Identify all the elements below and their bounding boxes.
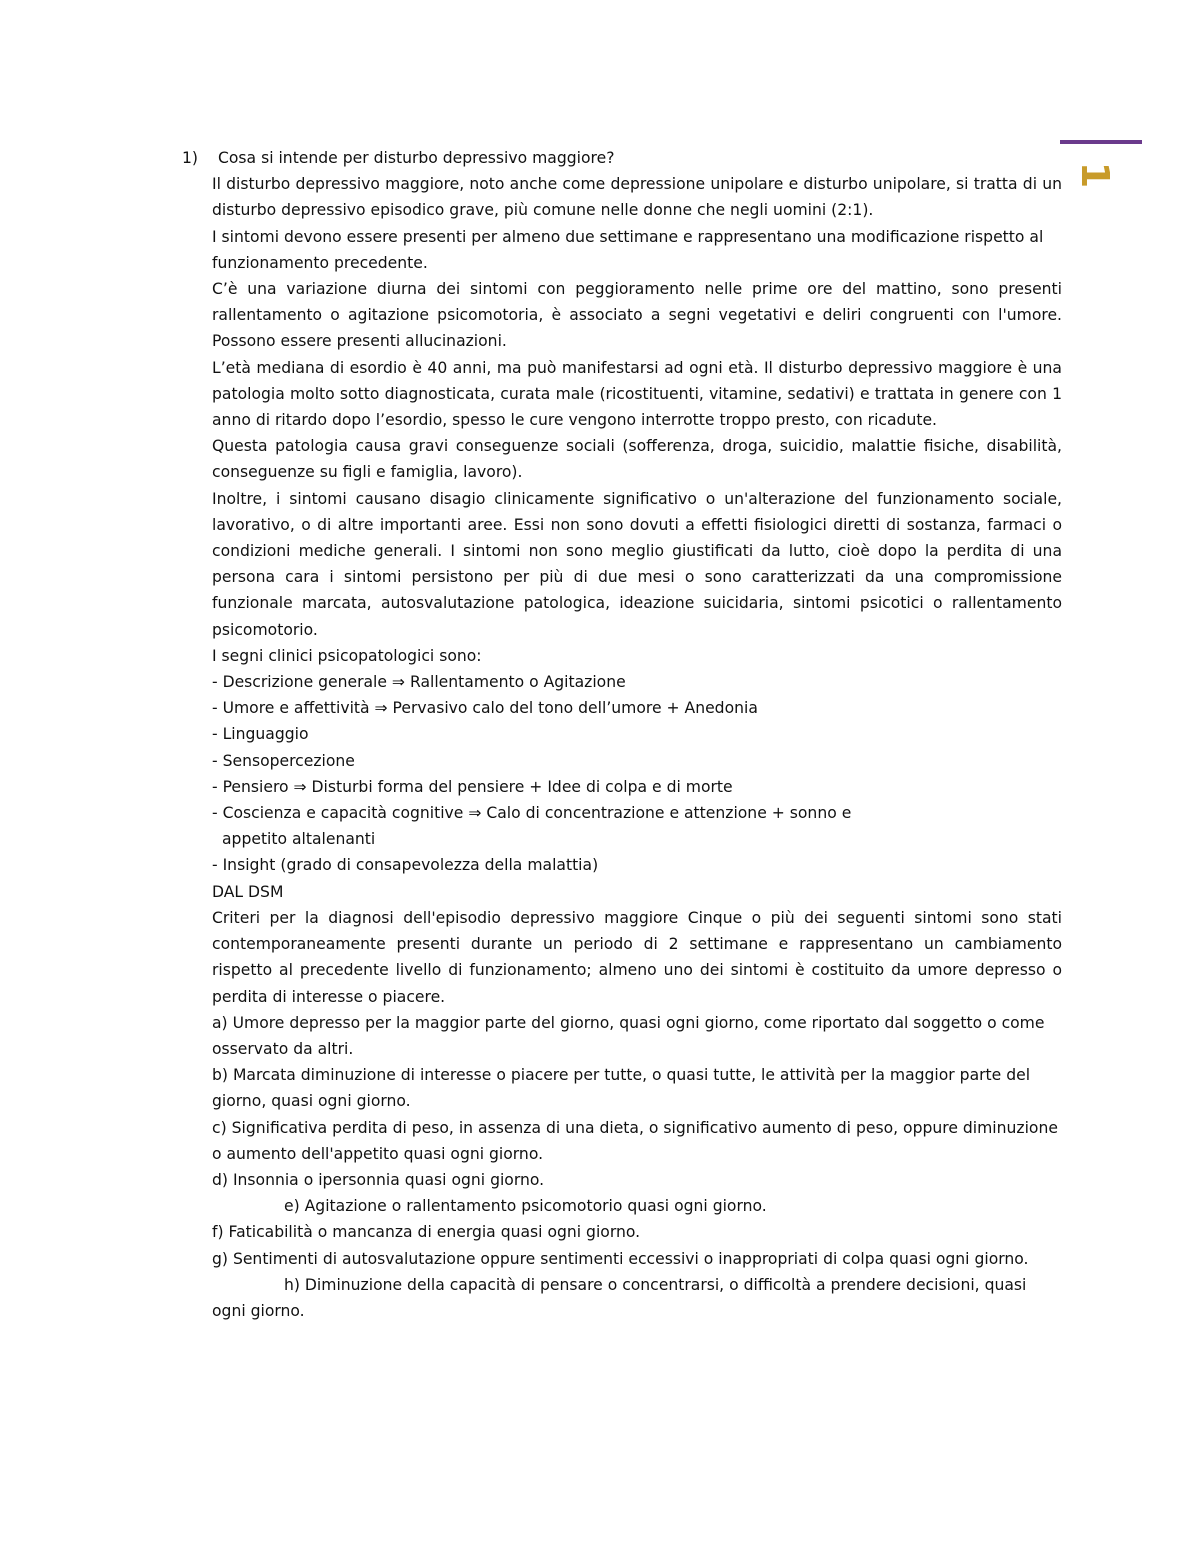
signs-intro: I segni clinici psicopatologici sono: [212, 646, 482, 665]
question-number: 1) [182, 149, 199, 167]
paragraph: I sintomi devono essere presenti per almeno due settimane e rappresentano una modificazione rispetto al funzionamento precedente. [212, 227, 1044, 272]
sign-item: - Descrizione generale ⇒ Rallentamento o Agitazione [212, 673, 626, 692]
criterion-c: c) Significativa perdita di peso, in assenza di una dieta, o significativo aumento di peso, oppure diminuzione o aumento dell'appetito quasi ogni giorno. [212, 1118, 1058, 1163]
paragraph: C’è una variazione diurna dei sintomi con peggioramento nelle prime ore del mattino, sono presenti rallentamento o agitazione psicomotoria, è associato a segni vegetativi e deliri congruenti con l'umore. Possono essere presenti allucinazioni. [212, 280, 1062, 351]
sign-item: - Sensopercezione [212, 751, 355, 770]
paragraph: Inoltre, i sintomi causano disagio clinicamente significativo o un'alterazione del funzionamento sociale, lavorativo, o di altre importanti aree. Essi non sono dovuti a effetti fisiologici diretti di sostanza, farmaci o condizioni mediche generali. I sintomi non sono meglio giustificati da lutto, cioè dopo la perdita di una persona cara i sintomi persistono per più di due mesi o sono caratterizzati da una compromissione funzionale marcata, autosvalutazione patologica, ideazione suicidaria, sintomi psicotici o rallentamento psicomotorio. [212, 489, 1062, 639]
paragraph: Il disturbo depressivo maggiore, noto anche come depressione unipolare e disturbo unipolare, si tratta di un disturbo depressivo episodico grave, più comune nelle donne che negli uomini (2:1). [212, 175, 1062, 220]
sign-item: - Linguaggio [212, 725, 309, 744]
sign-item: - Insight (grado di consapevolezza della malattia) [212, 856, 599, 875]
dsm-intro: Criteri per la diagnosi dell'episodio depressivo maggiore Cinque o più dei seguenti sintomi sono stati contemporaneamente presenti durante un periodo di 2 settimane e rappresentano un cambiamento rispetto al precedente livello di funzionamento; almeno uno dei sintomi è costituito da umore depresso o perdita di interesse o piacere. [212, 908, 1062, 1006]
criterion-a: a) Umore depresso per la maggior parte del giorno, quasi ogni giorno, come riportato dal soggetto o come osservato da altri. [212, 1013, 1045, 1058]
criterion-b: b) Marcata diminuzione di interesse o piacere per tutte, o quasi tutte, le attività per la maggior parte del giorno, quasi ogni giorno. [212, 1066, 1031, 1111]
page-number-bar [1060, 140, 1142, 144]
criterion-d: d) Insonnia o ipersonnia quasi ogni giorno. [212, 1170, 545, 1189]
sign-item: - Umore e affettività ⇒ Pervasivo calo del tono dell’umore + Anedonia [212, 699, 758, 718]
paragraph: Questa patologia causa gravi conseguenze sociali (sofferenza, droga, suicidio, malattie fisiche, disabilità, conseguenze su figli e famiglia, lavoro). [212, 437, 1062, 482]
page-number: 1 [1073, 161, 1117, 189]
criterion-h-text: h) Diminuzione della capacità di pensare o concentrarsi, o difficoltà a prendere decisioni, quasi ogni giorno. [212, 1275, 1027, 1320]
question-heading [182, 145, 1062, 171]
question-text: Cosa si intende per disturbo depressivo maggiore? [218, 149, 615, 167]
answer-block [212, 171, 1062, 1324]
paragraph: L’età mediana di esordio è 40 anni, ma può manifestarsi ad ogni età. Il disturbo depressivo maggiore è una patologia molto sotto diagnosticata, curata male (ricostituenti, vitamine, sedativi) e trattata in genere con 1 anno di ritardo dopo l’esordio, spesso le cure vengono interrotte troppo presto, con ricadute. [212, 358, 1062, 430]
sign-item: - Coscienza e capacità cognitive ⇒ Calo di concentrazione e attenzione + sonno e [212, 804, 852, 823]
sign-item-continuation: appetito altalenanti [222, 830, 376, 849]
sign-item: - Pensiero ⇒ Disturbi forma del pensiere + Idee di colpa e di morte [212, 777, 733, 796]
criterion-g: g) Sentimenti di autosvalutazione oppure sentimenti eccessivi o inappropriati di colpa quasi ogni giorno. [212, 1249, 1029, 1268]
dsm-heading: DAL DSM [212, 882, 284, 901]
criterion-h [212, 1272, 1062, 1324]
criterion-f: f) Faticabilità o mancanza di energia quasi ogni giorno. [212, 1223, 641, 1242]
document-body [182, 145, 1062, 1324]
criterion-e: e) Agitazione o rallentamento psicomotorio quasi ogni giorno. [284, 1197, 767, 1216]
